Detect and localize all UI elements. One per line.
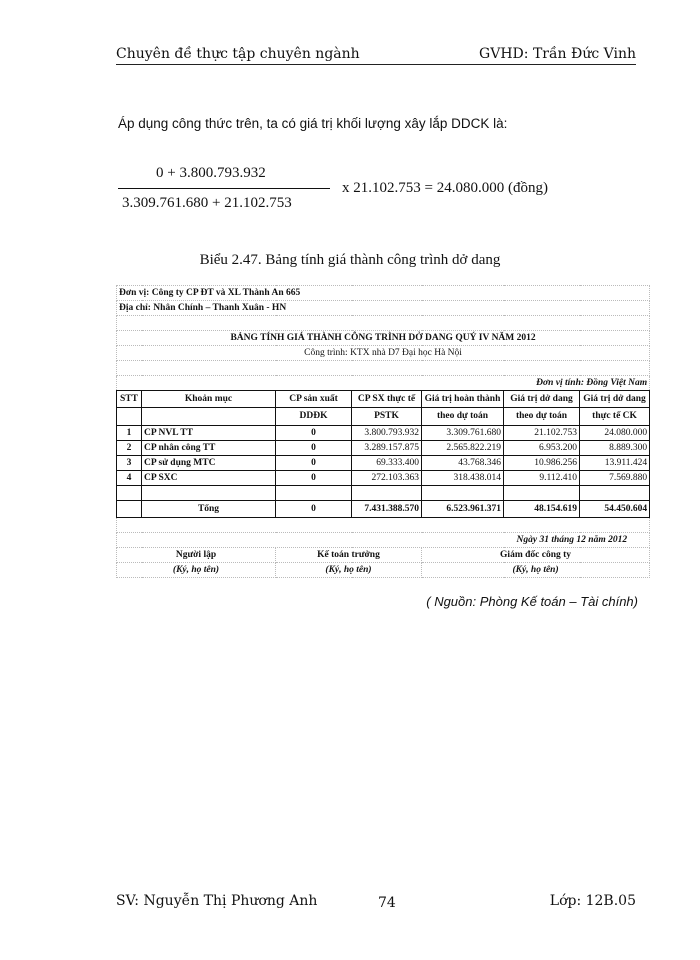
col-ck-2: thực tế CK [580,408,650,426]
col-ck-1: Giá trị dở dang [580,391,650,408]
header-left: Chuyên đề thực tập chuyên ngành [116,46,360,62]
signer-preparer-note: (Ký, họ tên) [117,563,276,578]
signer-director: Giám đốc công ty [422,548,650,563]
table-row: 3 CP sử dụng MTC 0 69.333.400 43.768.346 10.986.256 13.911.424 [117,456,650,471]
col-ddk-1: CP sản xuất [276,391,352,408]
header-right: GVHD: Trần Đức Vinh [479,46,636,62]
table-caption: Biểu 2.47. Bảng tính giá thành công trình dở dang [199,252,501,268]
col-pstk-2: PSTK [352,408,422,426]
total-label: Tổng [142,501,276,518]
page-header [116,40,636,65]
fraction-bar [118,188,330,189]
col-dd-1: Giá trị dở dang [504,391,580,408]
formula-numerator: 0 + 3.800.793.932 [156,165,266,181]
table-row: 4 CP SXC 0 272.103.363 318.438.014 9.112.410 7.569.880 [117,471,650,486]
col-stt: STT [117,391,142,408]
col-ddk-2: DDĐK [276,408,352,426]
col-pstk-1: CP SX thực tế [352,391,422,408]
source-note: ( Nguồn: Phòng Kế toán – Tài chính) [426,594,638,609]
page-number: 74 [378,895,396,911]
sheet-title: BẢNG TÍNH GIÁ THÀNH CÔNG TRÌNH DỞ DANG QUÝ IV NĂM 2012 [117,331,650,346]
company-name: Đơn vị: Công ty CP ĐT và XL Thành An 665 [117,286,650,301]
col-ht-2: theo dự toán [422,408,504,426]
signer-chief-accountant-note: (Ký, họ tên) [276,563,422,578]
footer-class: Lớp: 12B.05 [549,893,636,909]
formula [118,162,638,222]
col-ht-1: Giá trị hoàn thành [422,391,504,408]
signer-chief-accountant: Kế toán trưởng [276,548,422,563]
intro-text: Áp dụng công thức trên, ta có giá trị khối lượng xây lắp DDCK là: [118,116,508,131]
signer-director-note: (Ký, họ tên) [422,563,650,578]
footer-student: SV: Nguyễn Thị Phương Anh [116,893,318,909]
col-item: Khoản mục [142,391,276,408]
formula-result: x 21.102.753 = 24.080.000 (đồng) [342,180,548,196]
project-name: Công trình: KTX nhà D7 Đại học Hà Nội [117,346,650,361]
wip-cost-table [116,285,650,578]
company-address: Địa chỉ: Nhân Chính – Thanh Xuân - HN [117,301,650,316]
sign-date: Ngày 31 tháng 12 năm 2012 [117,533,650,548]
signer-preparer: Người lập [117,548,276,563]
total-row: Tổng 0 7.431.388.570 6.523.961.371 48.154.619 54.450.604 [117,501,650,518]
currency-unit: Đơn vị tính: Đồng Việt Nam [117,376,650,391]
col-dd-2: theo dự toán [504,408,580,426]
formula-denominator: 3.309.761.680 + 21.102.753 [122,195,292,211]
table-row: 1 CP NVL TT 0 3.800.793.932 3.309.761.680 21.102.753 24.080.000 [117,426,650,441]
table-row: 2 CP nhân công TT 0 3.289.157.875 2.565.822.219 6.953.200 8.889.300 [117,441,650,456]
